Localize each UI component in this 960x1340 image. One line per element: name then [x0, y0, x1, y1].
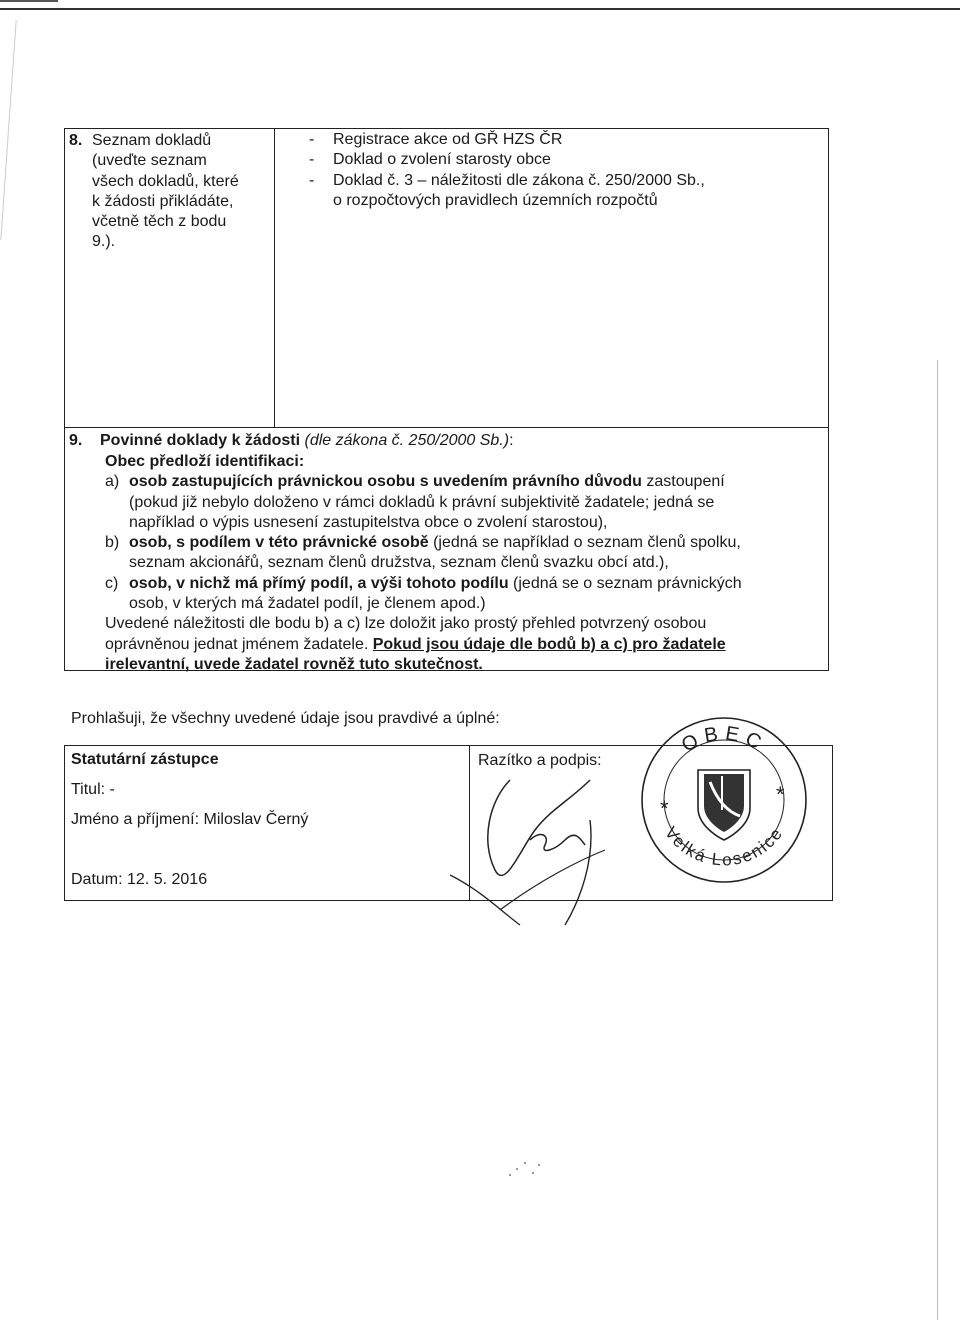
scan-artifact-edge [0, 20, 16, 240]
section-8-document-list [275, 129, 705, 211]
municipal-stamp [636, 712, 812, 888]
list-item-text: Registrace akce od GŘ HZS ČR [333, 131, 563, 148]
section-9-item-c [105, 574, 825, 615]
handwritten-signature [440, 760, 640, 930]
section-9-title-colon: : [509, 432, 514, 449]
item-text: osob, v kterých má žadatel podíl, je členem apod.) [129, 595, 486, 613]
item-text: (pokud již nebylo doloženo v rámci dokladů k právní subjektivitě žadatele; jedná se [129, 493, 715, 511]
section-9-title-bold: Povinné doklady k žádosti [100, 432, 301, 449]
list-item [309, 130, 705, 150]
section-9-note-emphasis: irelevantní, uvede žadatel rovněž tuto skutečnost. [105, 655, 483, 673]
stamp-star: * [776, 782, 785, 807]
representative-name: Jméno a příjmení: Miloslav Černý [71, 811, 309, 828]
list-item-text: o rozpočtových pravidlech územních rozpočtů [333, 191, 658, 209]
item-text: seznam akcionářů, seznam členů družstva, seznam členů svazku obcí atd.), [129, 554, 669, 572]
section-8-table [64, 128, 829, 428]
list-dash: - [309, 151, 315, 169]
stamp-label: Razítko a podpis: [478, 752, 602, 769]
section-9-item-b [105, 533, 825, 574]
item-text: (jedná se například o seznam členů spolku, [428, 534, 741, 552]
statutory-representative-cell [65, 746, 470, 900]
list-item [309, 150, 705, 170]
section-8-label-cell [65, 129, 275, 427]
section-8-label-line: (uveďte seznam [92, 152, 207, 170]
section-8-label [92, 131, 239, 253]
coat-of-arms-icon [698, 770, 750, 840]
list-item-text: Doklad č. 3 – náležitosti dle zákona č. 250/2000 Sb., [333, 171, 705, 189]
section-8-label-line: všech dokladů, které [92, 172, 239, 190]
section-9-title [69, 431, 514, 451]
section-9-box [64, 428, 829, 671]
svg-text:OBEC [678, 722, 770, 756]
list-item-text: Doklad o zvolení starosty obce [333, 151, 551, 169]
declaration-text: Prohlašuji, že všechny uvedené údaje jsou pravdivé a úplné: [71, 710, 500, 727]
item-letter: b) [105, 534, 120, 552]
representative-date: Datum: 12. 5. 2016 [71, 871, 208, 888]
item-letter: c) [105, 574, 119, 592]
list-item [309, 191, 705, 211]
item-bold-text: osob, s podílem v této právnické osobě [129, 534, 429, 552]
representative-header: Statutární zástupce [71, 751, 219, 768]
section-9-note-emphasis: Pokud jsou údaje dle bodů b) a c) pro žadatele [372, 635, 726, 653]
section-9-number: 9. [69, 432, 83, 449]
item-text: zastoupení [641, 473, 725, 491]
scan-artifact-specks [505, 1155, 545, 1185]
list-item [309, 171, 705, 191]
scan-artifact-line [0, 0, 58, 2]
scan-artifact-line [0, 8, 960, 10]
list-dash: - [309, 171, 315, 189]
section-8-label-line: k žádosti přikládáte, [92, 192, 234, 210]
section-8-label-line: 9.). [92, 233, 116, 251]
item-text: například o výpis usnesení zastupitelstva obce o zvolení starostou), [129, 513, 608, 531]
item-bold-text: osob zastupujících právnickou osobu s uvedením právního důvodu [129, 473, 642, 491]
stamp-star: * [660, 796, 669, 821]
section-9-intro: Obec předloží identifikaci: [105, 453, 305, 470]
section-8-label-line: včetně těch z bodu [92, 213, 227, 231]
section-8-label-line: Seznam dokladů [92, 132, 212, 149]
scan-artifact-edge [937, 360, 938, 1320]
item-letter: a) [105, 473, 120, 491]
section-8-number: 8. [69, 132, 83, 149]
list-dash [309, 191, 333, 211]
stamp-bottom-text: Velká Losenice [660, 823, 788, 870]
item-text: (jedná se o seznam právnických [508, 574, 742, 592]
list-dash: - [309, 131, 315, 148]
stamp-top-text: OBEC [678, 722, 771, 757]
section-9-title-italic: (dle zákona č. 250/2000 Sb.) [304, 432, 510, 449]
item-bold-text: osob, v nichž má přímý podíl, a výši tohoto podílu [129, 574, 509, 592]
representative-title: Titul: - [71, 781, 115, 798]
section-9-note: oprávněnou jednat jménem žadatele. [105, 635, 373, 653]
section-9-item-a [105, 472, 825, 533]
section-9-body [105, 452, 825, 675]
section-9-note: Uvedené náležitosti dle bodu b) a c) lze doložit jako prostý přehled potvrzený osobou [105, 615, 707, 633]
